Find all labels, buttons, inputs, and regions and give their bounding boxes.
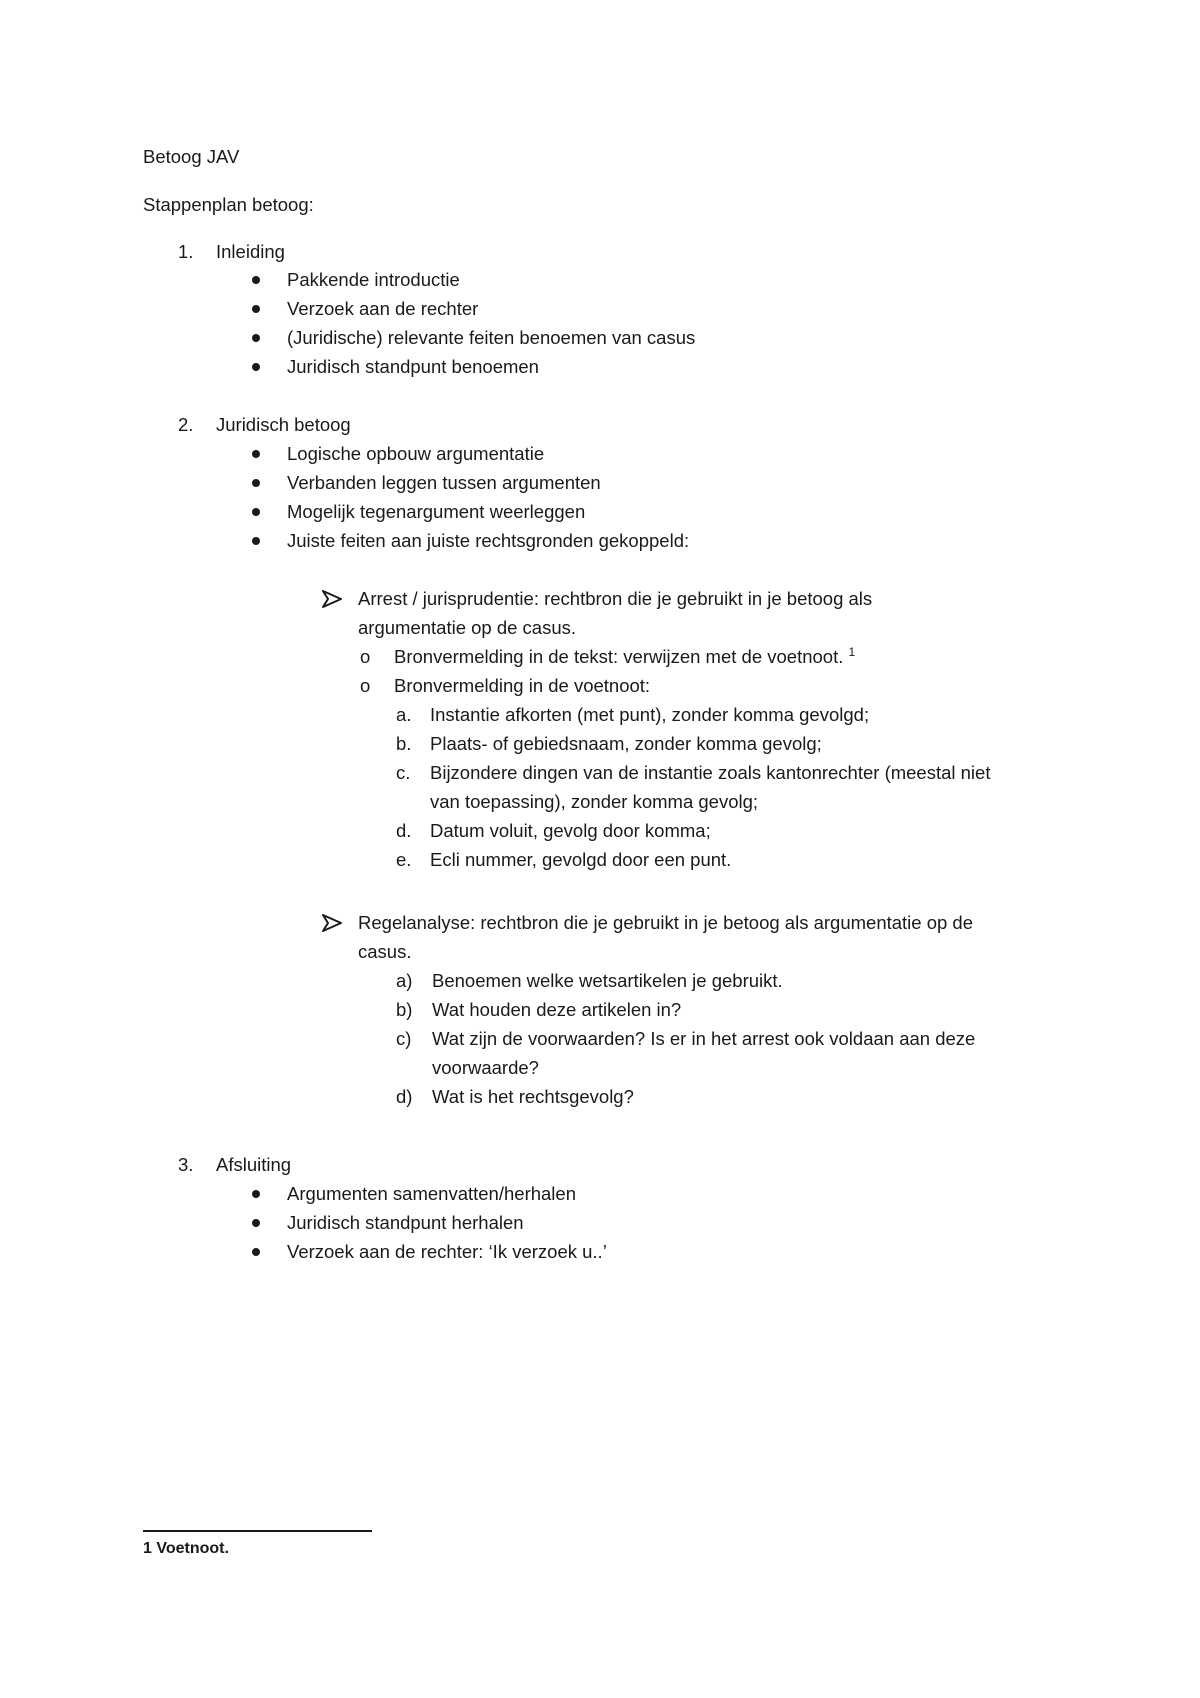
item-marker: b) xyxy=(396,999,413,1020)
bullet-icon xyxy=(252,1190,260,1198)
list-item: Juiste feiten aan juiste rechtsgronden gekoppeld: xyxy=(287,530,690,551)
item-marker: c. xyxy=(396,762,411,783)
sub-item: Bronvermelding in de voetnoot: xyxy=(394,675,651,696)
bullet-icon xyxy=(252,363,260,371)
bullet-icon xyxy=(252,1248,260,1256)
bullet-icon xyxy=(252,450,260,458)
list-item: Verzoek aan de rechter: ‘Ik verzoek u..’ xyxy=(287,1241,607,1262)
list-item: Wat houden deze artikelen in? xyxy=(432,999,682,1020)
list-item: Logische opbouw argumentatie xyxy=(287,443,545,464)
item-marker: d) xyxy=(396,1086,413,1107)
section-number: 2. xyxy=(178,414,194,435)
footnote-separator xyxy=(143,1530,372,1532)
bullet-icon xyxy=(252,305,260,313)
list-item: Verbanden leggen tussen argumenten xyxy=(287,472,601,493)
list-item-continuation: van toepassing), zonder komma gevolg; xyxy=(430,791,759,812)
section-title: Juridisch betoog xyxy=(216,414,351,435)
list-item: Pakkende introductie xyxy=(287,269,460,290)
list-item: (Juridische) relevante feiten benoemen van casus xyxy=(287,327,696,348)
item-marker: a) xyxy=(396,970,413,991)
list-item: Datum voluit, gevolg door komma; xyxy=(430,820,711,841)
bullet-icon xyxy=(252,276,260,284)
arrest-line: Arrest / jurisprudentie: rechtbron die je gebruikt in je betoog als xyxy=(358,588,873,609)
sub-marker: o xyxy=(360,675,371,696)
section-title: Afsluiting xyxy=(216,1154,292,1175)
list-item: Benoemen welke wetsartikelen je gebruikt. xyxy=(432,970,783,991)
sub-item xyxy=(394,642,855,672)
item-marker: d. xyxy=(396,820,412,841)
item-marker: e. xyxy=(396,849,412,870)
regel-line: Regelanalyse: rechtbron die je gebruikt in je betoog als argumentatie op de xyxy=(358,912,974,933)
bullet-icon xyxy=(252,479,260,487)
sub-item-text: Bronvermelding in de tekst: verwijzen met de voetnoot. xyxy=(394,646,844,667)
list-item: Argumenten samenvatten/herhalen xyxy=(287,1183,576,1204)
list-item: Wat zijn de voorwaarden? Is er in het arrest ook voldaan aan deze xyxy=(432,1028,976,1049)
document-subtitle: Stappenplan betoog: xyxy=(143,194,314,215)
section-title: Inleiding xyxy=(216,241,285,262)
item-marker: b. xyxy=(396,733,412,754)
list-item: Wat is het rechtsgevolg? xyxy=(432,1086,634,1107)
footnote-reference[interactable]: 1 xyxy=(848,644,856,659)
list-item: Ecli nummer, gevolgd door een punt. xyxy=(430,849,732,870)
list-item: Plaats- of gebiedsnaam, zonder komma gevolg; xyxy=(430,733,822,754)
arrowhead-bullet-icon xyxy=(322,914,342,932)
sub-marker: o xyxy=(360,646,371,667)
document-title: Betoog JAV xyxy=(143,146,240,167)
item-marker: a. xyxy=(396,704,412,725)
list-item: Verzoek aan de rechter xyxy=(287,298,479,319)
list-item: Juridisch standpunt herhalen xyxy=(287,1212,524,1233)
list-item: Juridisch standpunt benoemen xyxy=(287,356,539,377)
list-item-continuation: voorwaarde? xyxy=(432,1057,539,1078)
list-item: Mogelijk tegenargument weerleggen xyxy=(287,501,586,522)
bullet-icon xyxy=(252,537,260,545)
bullet-icon xyxy=(252,508,260,516)
regel-line: casus. xyxy=(358,941,412,962)
arrowhead-bullet-icon xyxy=(322,590,342,608)
item-marker: c) xyxy=(396,1028,412,1049)
bullet-icon xyxy=(252,1219,260,1227)
footnote: 1 Voetnoot. xyxy=(143,1540,229,1557)
section-number: 3. xyxy=(178,1154,194,1175)
bullet-icon xyxy=(252,334,260,342)
list-item: Instantie afkorten (met punt), zonder komma gevolgd; xyxy=(430,704,870,725)
section-number: 1. xyxy=(178,241,194,262)
arrest-line: argumentatie op de casus. xyxy=(358,617,577,638)
list-item: Bijzondere dingen van de instantie zoals kantonrechter (meestal niet xyxy=(430,762,991,783)
